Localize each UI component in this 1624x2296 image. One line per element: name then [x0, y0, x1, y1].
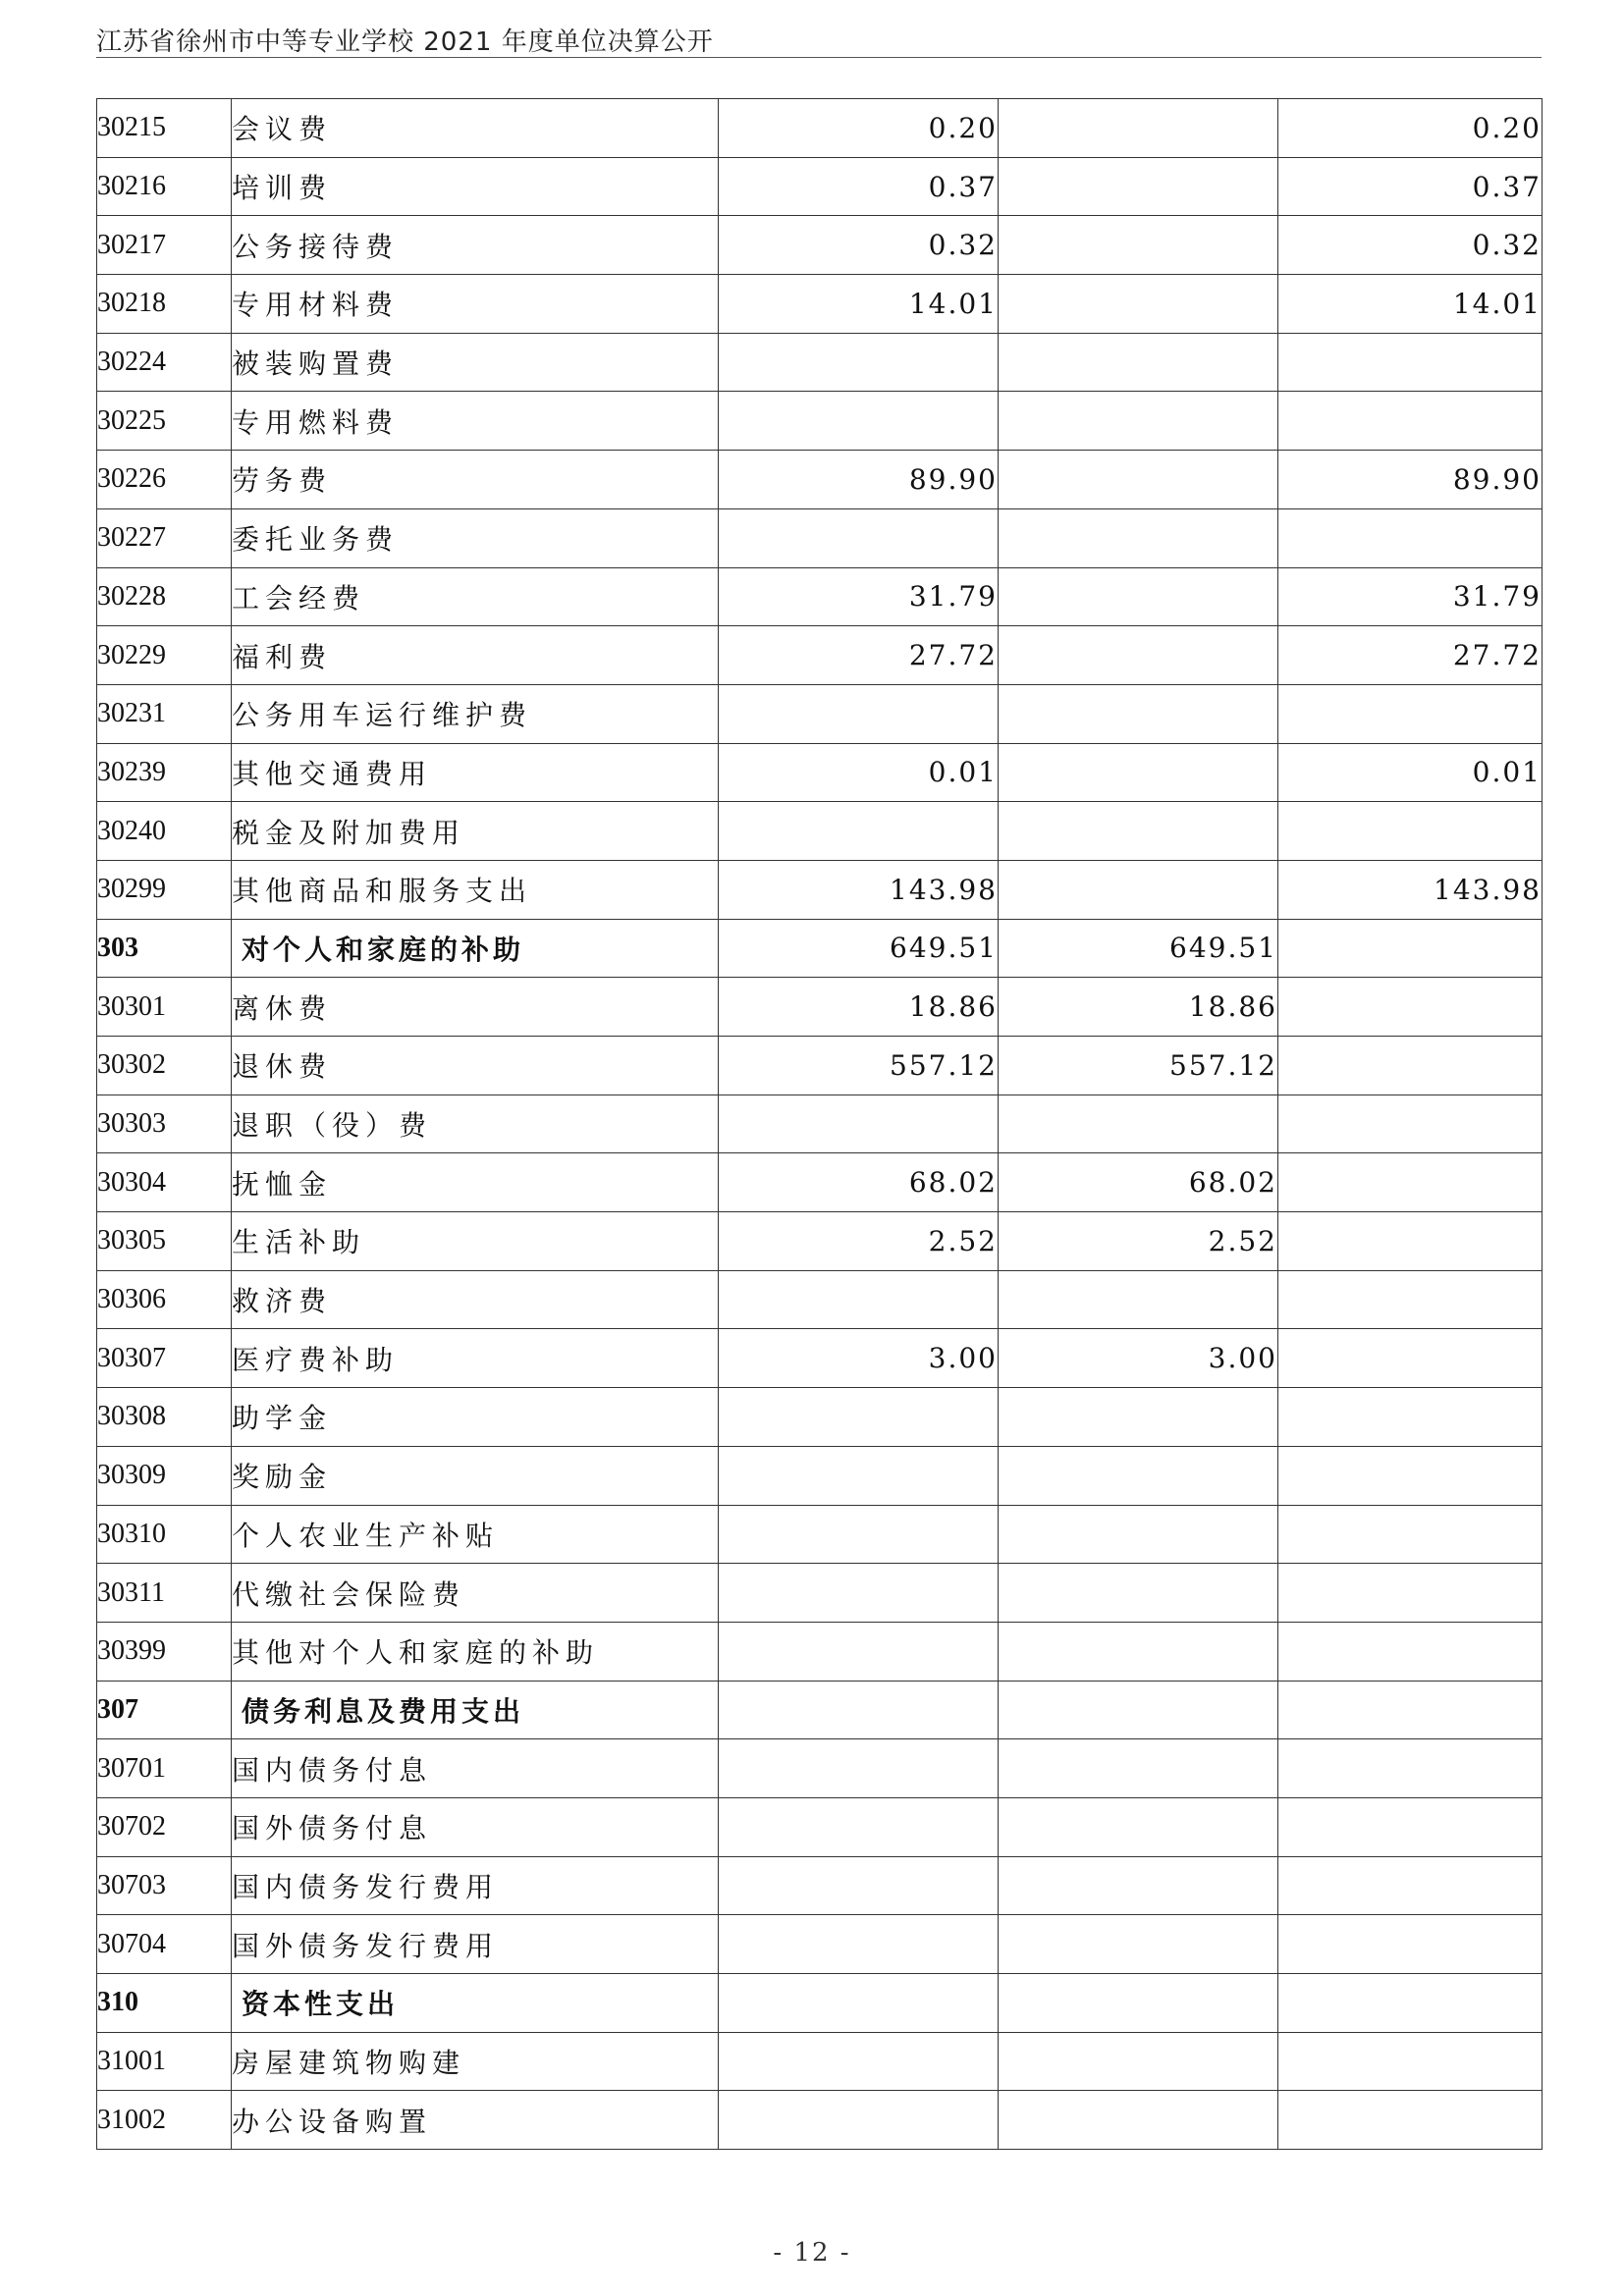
basic-expenditure-cell — [999, 392, 1278, 451]
account-name-cell: 退职（役）费 — [232, 1095, 719, 1153]
total-amount-cell — [719, 1856, 999, 1915]
total-amount-cell: 3.00 — [719, 1329, 999, 1388]
account-code-cell: 30311 — [97, 1564, 232, 1623]
total-amount-cell: 14.01 — [719, 275, 999, 334]
basic-expenditure-cell — [999, 1446, 1278, 1505]
total-amount-cell: 18.86 — [719, 978, 999, 1037]
basic-expenditure-cell — [999, 1856, 1278, 1915]
account-name-cell: 抚恤金 — [232, 1153, 719, 1212]
account-code-cell: 30306 — [97, 1270, 232, 1329]
project-expenditure-cell — [1278, 333, 1543, 392]
account-name-cell: 其他商品和服务支出 — [232, 860, 719, 919]
table-group-row — [97, 1974, 1543, 2033]
account-code-cell: 30310 — [97, 1505, 232, 1564]
account-name-cell: 救济费 — [232, 1270, 719, 1329]
project-expenditure-cell — [1278, 1797, 1543, 1856]
basic-expenditure-cell — [999, 1095, 1278, 1153]
account-code-cell: 30704 — [97, 1915, 232, 1974]
account-name-cell: 公务用车运行维护费 — [232, 684, 719, 743]
project-expenditure-cell — [1278, 1739, 1543, 1798]
total-amount-cell: 31.79 — [719, 567, 999, 626]
account-name-cell: 国内债务付息 — [232, 1739, 719, 1798]
project-expenditure-cell — [1278, 1153, 1543, 1212]
table-row — [97, 743, 1543, 802]
project-expenditure-cell: 0.20 — [1278, 99, 1543, 158]
table-row — [97, 1153, 1543, 1212]
account-code-cell: 31001 — [97, 2032, 232, 2091]
account-name-cell: 代缴社会保险费 — [232, 1564, 719, 1623]
account-name-cell: 国外债务发行费用 — [232, 1915, 719, 1974]
basic-expenditure-cell — [999, 216, 1278, 275]
table-body — [97, 99, 1543, 2150]
total-amount-cell: 68.02 — [719, 1153, 999, 1212]
account-code-cell: 30217 — [97, 216, 232, 275]
account-code-cell: 30305 — [97, 1212, 232, 1271]
total-amount-cell: 649.51 — [719, 919, 999, 978]
table-row — [97, 860, 1543, 919]
total-amount-cell — [719, 1564, 999, 1623]
basic-expenditure-cell — [999, 626, 1278, 685]
project-expenditure-cell — [1278, 1915, 1543, 1974]
account-name-cell: 福利费 — [232, 626, 719, 685]
account-name-cell: 奖励金 — [232, 1446, 719, 1505]
account-code-cell: 30227 — [97, 508, 232, 567]
account-name-cell: 税金及附加费用 — [232, 802, 719, 861]
account-name-cell: 债务利息及费用支出 — [232, 1681, 719, 1739]
table-row — [97, 1915, 1543, 1974]
project-expenditure-cell: 31.79 — [1278, 567, 1543, 626]
total-amount-cell: 2.52 — [719, 1212, 999, 1271]
table-row — [97, 157, 1543, 216]
project-expenditure-cell — [1278, 684, 1543, 743]
basic-expenditure-cell — [999, 1974, 1278, 2033]
basic-expenditure-cell — [999, 860, 1278, 919]
account-code-cell: 30703 — [97, 1856, 232, 1915]
project-expenditure-cell — [1278, 802, 1543, 861]
account-code-cell: 30301 — [97, 978, 232, 1037]
account-name-cell: 资本性支出 — [232, 1974, 719, 2033]
project-expenditure-cell: 14.01 — [1278, 275, 1543, 334]
total-amount-cell: 0.32 — [719, 216, 999, 275]
account-code-cell: 30240 — [97, 802, 232, 861]
project-expenditure-cell — [1278, 1564, 1543, 1623]
account-code-cell: 310 — [97, 1974, 232, 2033]
basic-expenditure-cell — [999, 1622, 1278, 1681]
project-expenditure-cell — [1278, 2091, 1543, 2150]
account-name-cell: 劳务费 — [232, 451, 719, 509]
account-name-cell: 工会经费 — [232, 567, 719, 626]
account-code-cell: 30307 — [97, 1329, 232, 1388]
account-name-cell: 专用材料费 — [232, 275, 719, 334]
project-expenditure-cell — [1278, 1329, 1543, 1388]
project-expenditure-cell — [1278, 919, 1543, 978]
total-amount-cell — [719, 1915, 999, 1974]
basic-expenditure-cell — [999, 1564, 1278, 1623]
basic-expenditure-cell — [999, 1797, 1278, 1856]
project-expenditure-cell — [1278, 1037, 1543, 1095]
table-row — [97, 392, 1543, 451]
project-expenditure-cell — [1278, 1681, 1543, 1739]
basic-expenditure-cell — [999, 1915, 1278, 1974]
total-amount-cell — [719, 802, 999, 861]
account-name-cell: 专用燃料费 — [232, 392, 719, 451]
project-expenditure-cell: 0.32 — [1278, 216, 1543, 275]
account-name-cell: 被装购置费 — [232, 333, 719, 392]
basic-expenditure-cell: 649.51 — [999, 919, 1278, 978]
total-amount-cell — [719, 1974, 999, 2033]
project-expenditure-cell — [1278, 1446, 1543, 1505]
table-row — [97, 1388, 1543, 1447]
account-name-cell: 国外债务付息 — [232, 1797, 719, 1856]
table-row — [97, 802, 1543, 861]
account-code-cell: 30399 — [97, 1622, 232, 1681]
basic-expenditure-cell — [999, 684, 1278, 743]
basic-expenditure-cell — [999, 2032, 1278, 2091]
total-amount-cell: 143.98 — [719, 860, 999, 919]
basic-expenditure-cell — [999, 99, 1278, 158]
account-code-cell: 30231 — [97, 684, 232, 743]
project-expenditure-cell — [1278, 1974, 1543, 2033]
account-code-cell: 30216 — [97, 157, 232, 216]
total-amount-cell — [719, 333, 999, 392]
table-row — [97, 1095, 1543, 1153]
account-code-cell: 30229 — [97, 626, 232, 685]
total-amount-cell — [719, 1270, 999, 1329]
account-code-cell: 30228 — [97, 567, 232, 626]
project-expenditure-cell: 0.37 — [1278, 157, 1543, 216]
account-code-cell: 30701 — [97, 1739, 232, 1798]
account-name-cell: 办公设备购置 — [232, 2091, 719, 2150]
basic-expenditure-cell — [999, 275, 1278, 334]
account-name-cell: 生活补助 — [232, 1212, 719, 1271]
total-amount-cell — [719, 1622, 999, 1681]
table-row — [97, 1856, 1543, 1915]
account-name-cell: 对个人和家庭的补助 — [232, 919, 719, 978]
page-number: - 12 - — [773, 2238, 851, 2268]
total-amount-cell — [719, 508, 999, 567]
project-expenditure-cell — [1278, 1856, 1543, 1915]
table-row — [97, 333, 1543, 392]
table-row — [97, 99, 1543, 158]
account-code-cell: 307 — [97, 1681, 232, 1739]
total-amount-cell — [719, 1681, 999, 1739]
table-row — [97, 1446, 1543, 1505]
project-expenditure-cell — [1278, 1270, 1543, 1329]
total-amount-cell: 0.37 — [719, 157, 999, 216]
account-name-cell: 会议费 — [232, 99, 719, 158]
project-expenditure-cell — [1278, 1505, 1543, 1564]
table-group-row — [97, 1681, 1543, 1739]
basic-expenditure-cell: 18.86 — [999, 978, 1278, 1037]
account-code-cell: 30299 — [97, 860, 232, 919]
basic-expenditure-cell — [999, 743, 1278, 802]
account-code-cell: 30225 — [97, 392, 232, 451]
basic-expenditure-cell: 557.12 — [999, 1037, 1278, 1095]
project-expenditure-cell — [1278, 508, 1543, 567]
project-expenditure-cell — [1278, 978, 1543, 1037]
total-amount-cell: 0.20 — [719, 99, 999, 158]
account-name-cell: 其他交通费用 — [232, 743, 719, 802]
project-expenditure-cell — [1278, 1212, 1543, 1271]
project-expenditure-cell — [1278, 1622, 1543, 1681]
table-row — [97, 1329, 1543, 1388]
account-code-cell: 30239 — [97, 743, 232, 802]
basic-expenditure-cell — [999, 451, 1278, 509]
table-row — [97, 684, 1543, 743]
account-code-cell: 30302 — [97, 1037, 232, 1095]
project-expenditure-cell — [1278, 392, 1543, 451]
basic-expenditure-cell — [999, 1388, 1278, 1447]
page-header — [96, 22, 1542, 58]
table-row — [97, 1564, 1543, 1623]
total-amount-cell: 89.90 — [719, 451, 999, 509]
table-row — [97, 1505, 1543, 1564]
basic-expenditure-cell — [999, 1681, 1278, 1739]
expenditure-table — [96, 98, 1543, 2150]
total-amount-cell — [719, 1446, 999, 1505]
account-code-cell: 31002 — [97, 2091, 232, 2150]
account-code-cell: 30304 — [97, 1153, 232, 1212]
account-name-cell: 房屋建筑物购建 — [232, 2032, 719, 2091]
account-code-cell: 30215 — [97, 99, 232, 158]
account-name-cell: 退休费 — [232, 1037, 719, 1095]
table-row — [97, 1037, 1543, 1095]
table-row — [97, 567, 1543, 626]
table-row — [97, 2032, 1543, 2091]
table-row — [97, 1270, 1543, 1329]
basic-expenditure-cell — [999, 333, 1278, 392]
project-expenditure-cell: 27.72 — [1278, 626, 1543, 685]
total-amount-cell — [719, 2091, 999, 2150]
account-code-cell: 30218 — [97, 275, 232, 334]
basic-expenditure-cell — [999, 1270, 1278, 1329]
account-name-cell: 公务接待费 — [232, 216, 719, 275]
table-row — [97, 626, 1543, 685]
basic-expenditure-cell — [999, 802, 1278, 861]
table-group-row — [97, 919, 1543, 978]
table-row — [97, 1797, 1543, 1856]
table-row — [97, 2091, 1543, 2150]
total-amount-cell: 27.72 — [719, 626, 999, 685]
basic-expenditure-cell — [999, 567, 1278, 626]
project-expenditure-cell: 0.01 — [1278, 743, 1543, 802]
account-name-cell: 助学金 — [232, 1388, 719, 1447]
basic-expenditure-cell — [999, 1739, 1278, 1798]
total-amount-cell: 0.01 — [719, 743, 999, 802]
account-name-cell: 培训费 — [232, 157, 719, 216]
project-expenditure-cell — [1278, 2032, 1543, 2091]
basic-expenditure-cell — [999, 2091, 1278, 2150]
document-title: 江苏省徐州市中等专业学校 2021 年度单位决算公开 — [96, 27, 714, 57]
project-expenditure-cell — [1278, 1095, 1543, 1153]
total-amount-cell — [719, 1739, 999, 1798]
account-name-cell: 医疗费补助 — [232, 1329, 719, 1388]
table-row — [97, 451, 1543, 509]
account-name-cell: 委托业务费 — [232, 508, 719, 567]
account-name-cell: 离休费 — [232, 978, 719, 1037]
table-row — [97, 275, 1543, 334]
account-code-cell: 30308 — [97, 1388, 232, 1447]
basic-expenditure-cell — [999, 1505, 1278, 1564]
basic-expenditure-cell — [999, 157, 1278, 216]
total-amount-cell — [719, 1095, 999, 1153]
account-code-cell: 30702 — [97, 1797, 232, 1856]
total-amount-cell — [719, 1505, 999, 1564]
total-amount-cell — [719, 392, 999, 451]
project-expenditure-cell — [1278, 1388, 1543, 1447]
table-row — [97, 216, 1543, 275]
account-code-cell: 30224 — [97, 333, 232, 392]
total-amount-cell — [719, 2032, 999, 2091]
total-amount-cell — [719, 684, 999, 743]
account-code-cell: 30226 — [97, 451, 232, 509]
account-name-cell: 个人农业生产补贴 — [232, 1505, 719, 1564]
basic-expenditure-cell — [999, 508, 1278, 567]
account-code-cell: 303 — [97, 919, 232, 978]
account-code-cell: 30303 — [97, 1095, 232, 1153]
total-amount-cell — [719, 1797, 999, 1856]
table-row — [97, 1212, 1543, 1271]
table-row — [97, 1739, 1543, 1798]
table-row — [97, 508, 1543, 567]
basic-expenditure-cell: 68.02 — [999, 1153, 1278, 1212]
basic-expenditure-cell: 3.00 — [999, 1329, 1278, 1388]
table-row — [97, 1622, 1543, 1681]
project-expenditure-cell: 143.98 — [1278, 860, 1543, 919]
account-name-cell: 国内债务发行费用 — [232, 1856, 719, 1915]
table-row — [97, 978, 1543, 1037]
total-amount-cell — [719, 1388, 999, 1447]
project-expenditure-cell: 89.90 — [1278, 451, 1543, 509]
account-name-cell: 其他对个人和家庭的补助 — [232, 1622, 719, 1681]
basic-expenditure-cell: 2.52 — [999, 1212, 1278, 1271]
account-code-cell: 30309 — [97, 1446, 232, 1505]
total-amount-cell: 557.12 — [719, 1037, 999, 1095]
